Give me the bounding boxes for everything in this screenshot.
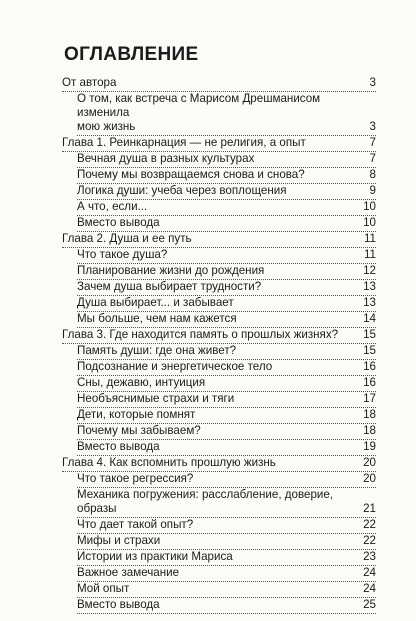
toc-entry-page: 14 <box>363 311 376 325</box>
toc-entry-title: Необъяснимые страхи и тяги <box>77 391 235 405</box>
toc-section-row <box>77 488 376 518</box>
toc-entry-title: Что такое регрессия? <box>77 471 194 485</box>
toc-entry-page: 10 <box>363 215 376 229</box>
toc-section-row <box>77 518 376 534</box>
toc-section-row <box>77 344 376 360</box>
toc-section-row <box>77 392 376 408</box>
toc-entry-title: Что дает такой опыт? <box>77 518 194 531</box>
toc-section-row <box>77 312 376 328</box>
toc-entry-page: 15 <box>363 343 376 357</box>
toc-entry-page: 8 <box>369 167 376 181</box>
toc-entry-title: Глава 1. Реинкарнация — не религия, а опыт <box>62 135 306 149</box>
toc-entry-page: 16 <box>363 375 376 389</box>
table-of-contents <box>62 76 376 614</box>
toc-entry-page: 9 <box>369 183 376 197</box>
toc-entry-page: 18 <box>363 423 376 437</box>
toc-entry-page: 20 <box>363 455 376 469</box>
toc-entry-page: 11 <box>363 231 376 245</box>
toc-entry-page: 3 <box>369 76 376 89</box>
toc-chapter-row <box>62 232 376 248</box>
toc-chapter-row <box>62 456 376 472</box>
toc-section-row <box>77 360 376 376</box>
toc-section-row <box>77 424 376 440</box>
toc-section-row <box>77 534 376 550</box>
toc-entry-title: Что такое душа? <box>77 247 168 261</box>
toc-section-row <box>77 152 376 168</box>
toc-entry-title: Зачем душа выбирает трудности? <box>77 279 262 293</box>
toc-entry-page: 7 <box>369 135 376 149</box>
toc-section-row <box>77 472 376 488</box>
toc-entry-page: 15 <box>363 327 376 341</box>
toc-section-row <box>77 296 376 312</box>
toc-entry-page: 18 <box>363 407 376 421</box>
toc-entry-title: Глава 3. Где находится память о прошлых жизнях? <box>62 327 339 341</box>
toc-section-row <box>77 168 376 184</box>
toc-section-row <box>77 550 376 566</box>
toc-section-row <box>77 200 376 216</box>
toc-entry-title: Механика погружения: расслабление, доверие, образы <box>77 487 334 515</box>
toc-entry-title: Почему мы возвращаемся снова и снова? <box>77 167 305 181</box>
toc-entry-title: А что, если... <box>77 199 148 213</box>
toc-entry-page: 7 <box>369 151 376 165</box>
toc-entry-page: 25 <box>363 598 376 611</box>
toc-chapter-row <box>62 136 376 152</box>
toc-entry-page: 24 <box>363 566 376 579</box>
toc-entry-title: Сны, дежавю, интуиция <box>77 375 206 389</box>
toc-entry-title: Вместо вывода <box>77 439 160 453</box>
toc-entry-title: Память души: где она живет? <box>77 343 237 357</box>
toc-section-row <box>77 440 376 456</box>
toc-entry-title: Вместо вывода <box>77 598 160 611</box>
toc-chapter-row <box>62 328 376 344</box>
toc-section-row <box>77 92 376 136</box>
toc-entry-title: Подсознание и энергетическое тело <box>77 359 273 373</box>
toc-entry-title: Планирование жизни до рождения <box>77 263 265 277</box>
toc-entry-page: 23 <box>363 550 376 563</box>
toc-entry-page: 13 <box>363 295 376 309</box>
toc-section-row <box>77 582 376 598</box>
toc-entry-page: 19 <box>363 439 376 453</box>
toc-section-row <box>77 598 376 614</box>
toc-entry-page: 3 <box>369 119 376 133</box>
toc-entry-page: 21 <box>363 502 376 515</box>
page-title: ОГЛАВЛЕНИЕ <box>64 44 199 65</box>
toc-entry-page: 13 <box>363 279 376 293</box>
toc-entry-title: Мой опыт <box>77 582 130 595</box>
toc-section-row <box>77 280 376 296</box>
toc-section-row <box>77 184 376 200</box>
toc-entry-page: 24 <box>363 582 376 595</box>
toc-entry-title: Истории из практики Мариса <box>77 550 233 563</box>
toc-section-row <box>77 264 376 280</box>
toc-section-row <box>77 566 376 582</box>
toc-entry-title: Мы больше, чем нам кажется <box>77 311 237 325</box>
toc-entry-title: Логика души: учеба через воплощения <box>77 183 287 197</box>
toc-entry-title: Вместо вывода <box>77 215 160 229</box>
toc-entry-title: О том, как встреча с Марисом Дрешманисом изменила мою жизнь <box>77 92 321 133</box>
toc-entry-page: 12 <box>363 263 376 277</box>
toc-section-row <box>77 408 376 424</box>
toc-entry-title: Почему мы забываем? <box>77 423 201 437</box>
toc-section-row <box>77 248 376 264</box>
toc-entry-title: От автора <box>62 76 117 89</box>
toc-entry-title: Душа выбирает... и забывает <box>77 295 234 309</box>
toc-entry-title: Мифы и страхи <box>77 534 161 547</box>
toc-entry-page: 22 <box>363 518 376 531</box>
toc-entry-page: 10 <box>363 199 376 213</box>
toc-entry-page: 17 <box>363 391 376 405</box>
toc-entry-title: Глава 4. Как вспомнить прошлую жизнь <box>62 455 276 469</box>
toc-entry-title: Важное замечание <box>77 566 180 579</box>
toc-entry-page: 11 <box>363 247 376 261</box>
toc-section-row <box>77 376 376 392</box>
toc-entry-page: 22 <box>363 534 376 547</box>
toc-entry-page: 16 <box>363 359 376 373</box>
toc-section-row <box>77 216 376 232</box>
toc-chapter-row <box>62 76 376 92</box>
toc-entry-title: Дети, которые помнят <box>77 407 196 421</box>
toc-entry-title: Вечная душа в разных культурах <box>77 151 255 165</box>
toc-entry-page: 20 <box>363 471 376 485</box>
toc-entry-title: Глава 2. Душа и ее путь <box>62 231 192 245</box>
